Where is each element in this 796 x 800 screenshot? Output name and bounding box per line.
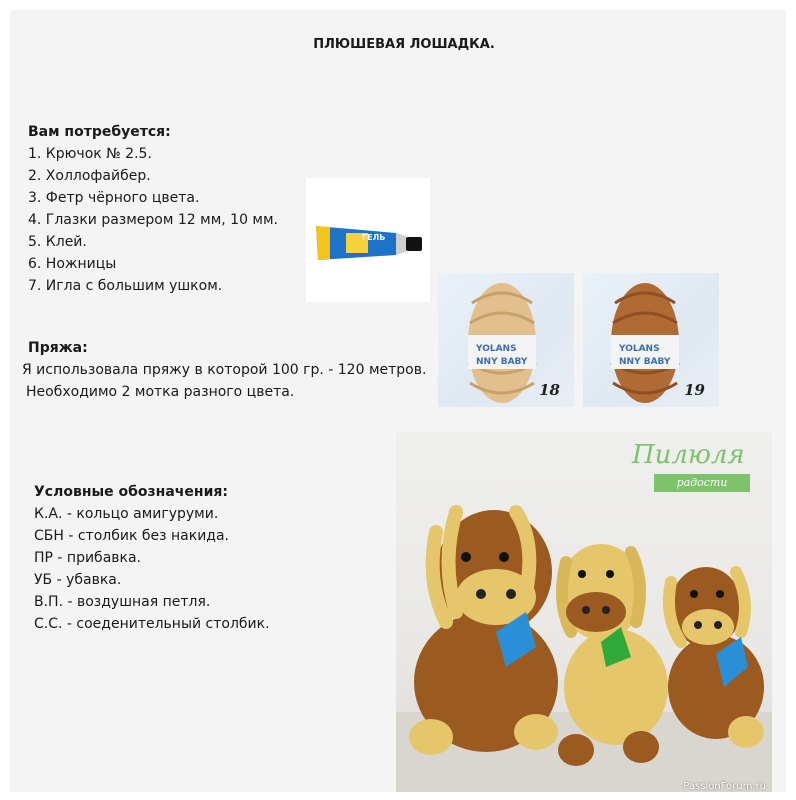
material-item: 7. Игла с большим ушком. bbox=[28, 278, 223, 294]
yarn-line: Я использовала пряжу в которой 100 гр. - 120 метров. bbox=[22, 362, 427, 378]
yarn-label: NNY BABY bbox=[476, 357, 528, 367]
yarn-line: Необходимо 2 мотка разного цвета. bbox=[26, 384, 295, 400]
plush-horses-illustration bbox=[396, 432, 772, 792]
yarn-skein-card bbox=[583, 273, 719, 407]
yarn-number: 18 bbox=[539, 381, 560, 399]
page bbox=[10, 10, 786, 792]
yarn-label: NNY BABY bbox=[619, 357, 671, 367]
watermark: PassionForum.ru bbox=[683, 781, 766, 792]
material-item: 3. Фетр чёрного цвета. bbox=[28, 190, 200, 206]
logo-title: Пилюля bbox=[632, 440, 745, 470]
yarn-brand: YOLANS bbox=[619, 344, 660, 354]
legend-item: С.С. - соеденительный столбик. bbox=[34, 616, 270, 632]
yarn-number: 19 bbox=[684, 381, 705, 399]
glue-tube-icon bbox=[306, 178, 430, 302]
yarn-skein-card bbox=[438, 273, 574, 407]
materials-heading: Вам потребуется: bbox=[28, 124, 171, 140]
legend-item: СБН - столбик без накида. bbox=[34, 528, 230, 544]
legend-item: К.А. - кольцо амигуруми. bbox=[34, 506, 219, 522]
logo-subtitle: радости bbox=[654, 474, 750, 492]
legend-item: УБ - убавка. bbox=[34, 572, 122, 588]
plush-horses-photo bbox=[396, 432, 772, 792]
legend-heading: Условные обозначения: bbox=[34, 484, 228, 500]
material-item: 2. Холлофайбер. bbox=[28, 168, 151, 184]
glue-image bbox=[306, 178, 430, 302]
yarn-heading: Пряжа: bbox=[28, 340, 88, 356]
legend-item: В.П. - воздушная петля. bbox=[34, 594, 211, 610]
material-item: 5. Клей. bbox=[28, 234, 87, 250]
material-item: 6. Ножницы bbox=[28, 256, 117, 272]
page-title: ПЛЮШЕВАЯ ЛОШАДКА. bbox=[313, 37, 495, 52]
legend-item: ПР - прибавка. bbox=[34, 550, 142, 566]
yarn-brand: YOLANS bbox=[476, 344, 517, 354]
material-item: 4. Глазки размером 12 мм, 10 мм. bbox=[28, 212, 278, 228]
glue-label: ГЕЛЬ bbox=[362, 233, 386, 242]
material-item: 1. Крючок № 2.5. bbox=[28, 146, 152, 162]
